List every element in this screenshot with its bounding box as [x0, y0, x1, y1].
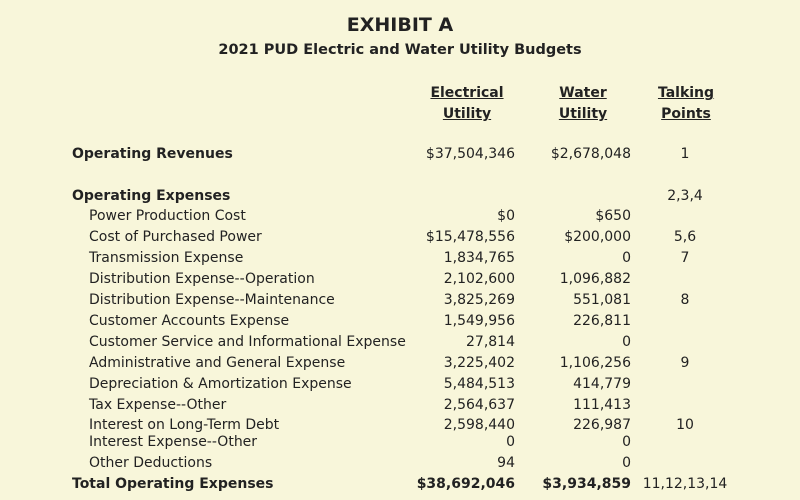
expense-row-label: Depreciation & Amortization Expense — [89, 376, 352, 392]
expense-row-electrical: 5,484,513 — [443, 376, 515, 392]
expense-row-electrical: 3,225,402 — [443, 355, 515, 371]
expense-row-electrical: $15,478,556 — [425, 229, 515, 245]
expense-row-electrical: 1,834,765 — [443, 250, 515, 266]
header-talking-line2: Points — [661, 106, 711, 122]
expense-row-electrical: 2,102,600 — [443, 271, 515, 287]
expense-row-talking-points: 7 — [680, 250, 690, 266]
exhibit-subtitle: 2021 PUD Electric and Water Utility Budgets — [218, 42, 582, 58]
expense-row-water: 414,779 — [573, 376, 631, 392]
expense-row-label: Customer Accounts Expense — [89, 313, 290, 329]
header-talking-line1: Talking — [657, 85, 715, 101]
expense-row-label: Interest on Long-Term Debt — [89, 417, 280, 433]
expense-row-electrical: 0 — [506, 434, 515, 450]
expense-row-electrical: 3,825,269 — [443, 292, 515, 308]
header-electrical-line1: Electrical — [430, 85, 504, 101]
revenues-talking-points: 1 — [680, 146, 690, 162]
total-water: $3,934,859 — [542, 476, 631, 492]
expense-row-electrical: 2,598,440 — [443, 417, 515, 433]
expense-row-label: Power Production Cost — [89, 208, 246, 224]
expense-row-water: 1,096,882 — [559, 271, 631, 287]
expense-row-water: 111,413 — [573, 397, 631, 413]
expense-row-label: Customer Service and Informational Expense — [89, 334, 406, 350]
expense-row-water: 1,106,256 — [559, 355, 631, 371]
expense-row-water: 226,987 — [573, 417, 631, 433]
expense-row-electrical: 94 — [497, 455, 515, 471]
expense-row-electrical: 1,549,956 — [443, 313, 515, 329]
total-label: Total Operating Expenses — [72, 476, 274, 492]
total-electrical: $38,692,046 — [416, 476, 515, 492]
expense-row-electrical: 2,564,637 — [443, 397, 515, 413]
expense-row-water: $200,000 — [564, 229, 631, 245]
expense-row-water: 0 — [622, 250, 631, 266]
expense-row-electrical: 27,814 — [466, 334, 515, 350]
expense-row-electrical: $0 — [497, 208, 515, 224]
total-talking-points: 11,12,13,14 — [642, 476, 728, 492]
expenses-talking-points: 2,3,4 — [667, 188, 703, 204]
expense-row-water: 551,081 — [573, 292, 631, 308]
expense-row-water: 0 — [622, 434, 631, 450]
exhibit-title: EXHIBIT A — [346, 14, 454, 36]
expense-row-label: Other Deductions — [89, 455, 213, 471]
expense-row-label: Interest Expense--Other — [89, 434, 258, 450]
revenues-electrical: $37,504,346 — [425, 146, 515, 162]
revenues-label: Operating Revenues — [72, 146, 233, 162]
expense-row-label: Distribution Expense--Operation — [89, 271, 315, 287]
expense-row-label: Transmission Expense — [89, 250, 244, 266]
expense-row-label: Cost of Purchased Power — [89, 229, 262, 245]
header-water-line1: Water — [559, 85, 607, 101]
expense-row-talking-points: 5,6 — [673, 229, 697, 245]
expense-row-water: $650 — [595, 208, 631, 224]
expenses-section-label: Operating Expenses — [72, 188, 231, 204]
expense-row-label: Tax Expense--Other — [89, 397, 227, 413]
expense-row-talking-points: 8 — [680, 292, 690, 308]
header-water-line2: Utility — [558, 106, 608, 122]
revenues-water: $2,678,048 — [550, 146, 631, 162]
header-electrical-line2: Utility — [442, 106, 492, 122]
expense-row-water: 0 — [622, 334, 631, 350]
expense-row-label: Distribution Expense--Maintenance — [89, 292, 335, 308]
expense-row-talking-points: 9 — [680, 355, 690, 371]
expense-row-water: 226,811 — [573, 313, 631, 329]
expense-row-talking-points: 10 — [676, 417, 694, 433]
expense-row-water: 0 — [622, 455, 631, 471]
expense-row-label: Administrative and General Expense — [89, 355, 346, 371]
